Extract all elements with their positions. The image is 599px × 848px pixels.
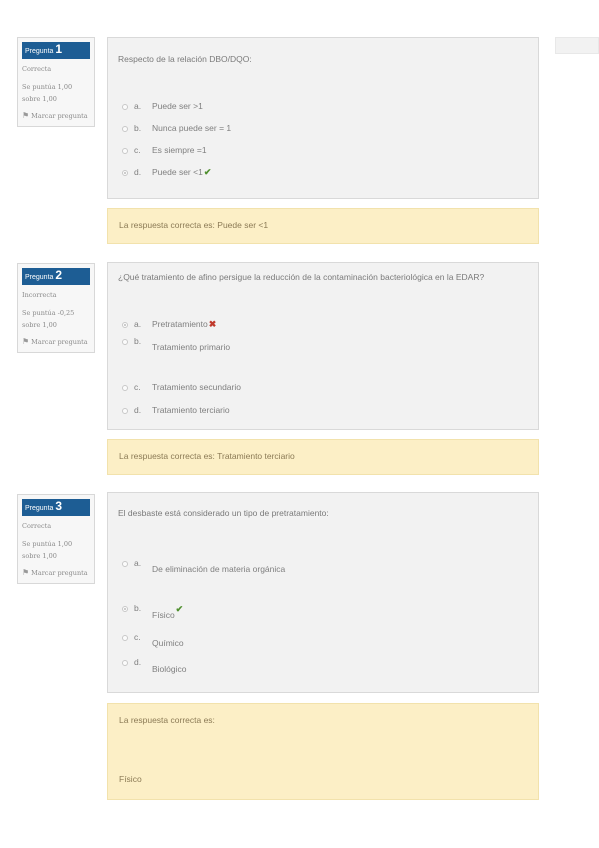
answer-text: Nunca puede ser = 1 [152, 123, 232, 133]
answer-letter-a: a. [134, 558, 142, 568]
answer-radio-c[interactable] [122, 148, 128, 154]
right-answer-text: La respuesta correcta es: Tratamiento terciario [119, 451, 295, 461]
answer-option-b[interactable] [152, 604, 184, 621]
grade-score: Se puntúa -0,25 [22, 309, 75, 317]
question-grade [22, 81, 90, 105]
answer-radio-d[interactable] [122, 660, 128, 666]
question-label: Pregunta [25, 274, 54, 281]
answer-text: Químico [152, 638, 184, 648]
answer-option-d[interactable] [152, 664, 187, 674]
answer-letter-d: d. [134, 405, 142, 415]
answer-radio-b[interactable] [122, 126, 128, 132]
answer-radio-a[interactable] [122, 561, 128, 567]
answer-option-a[interactable] [152, 319, 216, 330]
answer-radio-b[interactable] [122, 606, 128, 612]
question-number: 1 [55, 42, 63, 56]
grade-max: sobre 1,00 [22, 321, 57, 329]
answer-text: Tratamiento terciario [152, 405, 230, 415]
question-number: 2 [55, 268, 63, 282]
answer-letter-a: a. [134, 101, 142, 111]
flag-question-link[interactable] [22, 111, 90, 120]
answer-text: Pretratamiento [152, 319, 208, 329]
answer-letter-d: d. [134, 657, 142, 667]
answer-option-d[interactable] [152, 405, 230, 415]
flag-icon: ⚑ [22, 111, 30, 120]
answer-text: Puede ser <1 [152, 167, 203, 177]
question-info-1 [17, 37, 95, 127]
flag-label: Marcar pregunta [31, 112, 88, 120]
question-content-2 [107, 262, 539, 430]
answer-letter-c: c. [134, 382, 141, 392]
right-answer-text: La respuesta correcta es: [119, 715, 215, 725]
answer-text: Tratamiento primario [152, 342, 231, 352]
answer-text: Tratamiento secundario [152, 382, 241, 392]
answer-letter-b: b. [134, 603, 142, 613]
feedback-box-3 [107, 703, 539, 800]
answer-radio-a[interactable] [122, 322, 128, 328]
answer-text: Biológico [152, 664, 187, 674]
flag-question-link[interactable] [22, 337, 90, 346]
answer-letter-c: c. [134, 145, 141, 155]
answer-option-a[interactable] [152, 564, 285, 574]
grade-max: sobre 1,00 [22, 552, 57, 560]
answer-radio-d[interactable] [122, 408, 128, 414]
answer-text: De eliminación de materia orgánica [152, 564, 286, 574]
flag-label: Marcar pregunta [31, 569, 88, 577]
question-text: El desbaste está considerado un tipo de pretratamiento: [118, 508, 329, 518]
question-content-3 [107, 492, 539, 693]
question-state: Correcta [22, 65, 52, 73]
question-number-badge [22, 499, 90, 516]
question-label: Pregunta [25, 48, 54, 55]
answer-radio-d[interactable] [122, 170, 128, 176]
answer-radio-b[interactable] [122, 339, 128, 345]
question-info-2 [17, 263, 95, 353]
answer-radio-a[interactable] [122, 104, 128, 110]
right-answer-value: Físico [119, 774, 142, 784]
question-number-badge [22, 42, 90, 59]
answer-letter-c: c. [134, 632, 141, 642]
answer-option-c[interactable] [152, 145, 207, 155]
question-state: Incorrecta [22, 291, 57, 299]
flag-icon: ⚑ [22, 337, 30, 346]
answer-radio-c[interactable] [122, 635, 128, 641]
grade-score: Se puntúa 1,00 [22, 83, 73, 91]
question-number: 3 [55, 499, 63, 513]
question-grade [22, 307, 90, 331]
answer-radio-c[interactable] [122, 385, 128, 391]
answer-text: Puede ser >1 [152, 101, 203, 111]
question-state: Correcta [22, 522, 52, 530]
check-icon: ✔ [203, 167, 212, 177]
flag-label: Marcar pregunta [31, 338, 88, 346]
right-answer-text: La respuesta correcta es: Puede ser <1 [119, 220, 269, 230]
question-grade [22, 538, 90, 562]
answer-option-a[interactable] [152, 101, 203, 111]
answer-option-d[interactable] [152, 167, 211, 178]
feedback-box-1 [107, 208, 539, 244]
answer-letter-d: d. [134, 167, 142, 177]
answer-text: Es siempre =1 [152, 145, 207, 155]
question-text: ¿Qué tratamiento de afino persigue la reducción de la contaminación bacteriológica en la EDAR? [118, 272, 485, 282]
cross-icon: ✖ [208, 319, 217, 329]
feedback-box-2 [107, 439, 539, 475]
answer-letter-b: b. [134, 123, 142, 133]
question-number-badge [22, 268, 90, 285]
flag-icon: ⚑ [22, 568, 30, 577]
question-info-3 [17, 494, 95, 584]
answer-letter-a: a. [134, 319, 142, 329]
question-text: Respecto de la relación DBO/DQO: [118, 54, 252, 64]
answer-option-c[interactable] [152, 382, 241, 392]
flag-question-link[interactable] [22, 568, 90, 577]
answer-text: Físico [152, 610, 175, 620]
grade-max: sobre 1,00 [22, 95, 57, 103]
answer-option-b[interactable] [152, 342, 230, 352]
check-icon: ✔ [175, 604, 184, 614]
answer-letter-b: b. [134, 336, 142, 346]
question-label: Pregunta [25, 505, 54, 512]
answer-option-b[interactable] [152, 123, 231, 133]
grade-score: Se puntúa 1,00 [22, 540, 73, 548]
answer-option-c[interactable] [152, 638, 184, 648]
side-panel-tab[interactable] [555, 37, 599, 54]
question-content-1 [107, 37, 539, 199]
